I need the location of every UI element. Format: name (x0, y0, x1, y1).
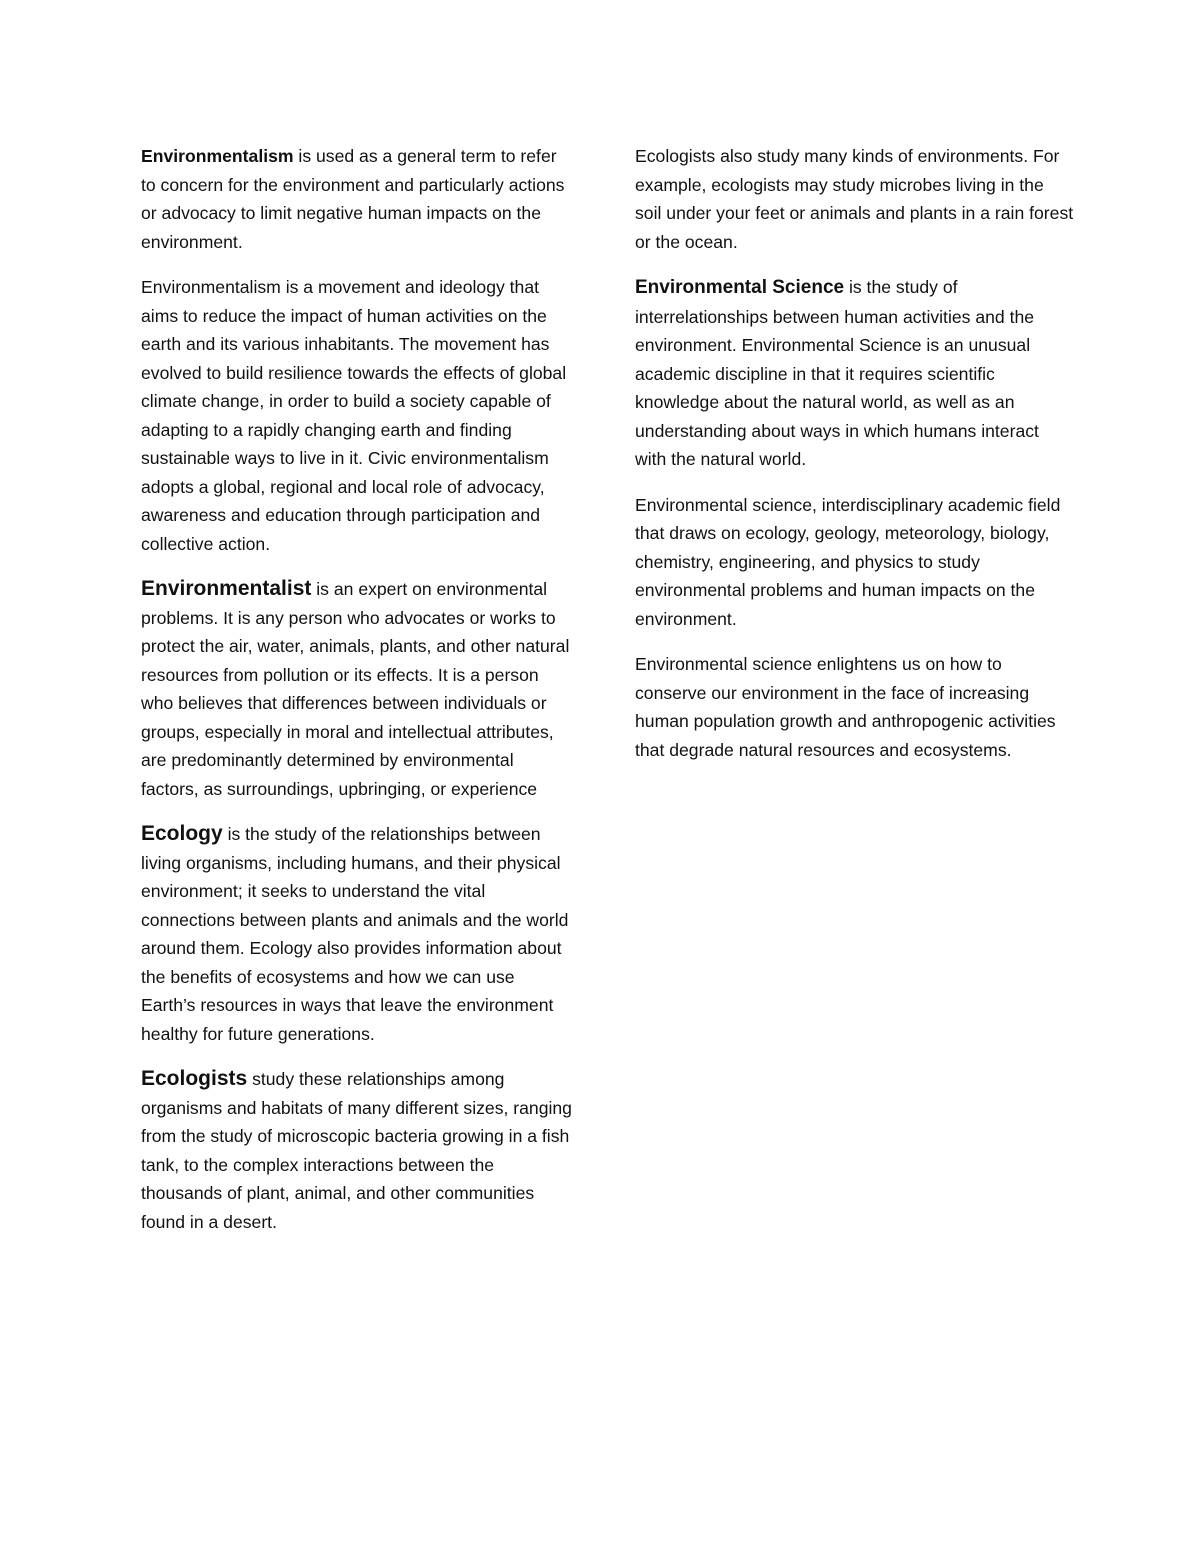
paragraph-environmental-science (635, 273, 1075, 474)
paragraph-environmental-science-enlightens (635, 650, 1075, 764)
term-environmentalist: Environmentalist (141, 577, 312, 600)
paragraph-text: is used as a general term to refer to concern for the environment and particularly actions or advocacy to limit negative human impacts on the environment. (141, 146, 565, 252)
term-environmentalism: Environmentalism (141, 146, 294, 166)
left-column (141, 142, 573, 1253)
paragraph-text: is the study of the relationships between living organisms, including humans, and their physical environment; it seeks to understand the vital connections between plants and animals and the world around them. Ecology also provides information about the benefits of ecosystems and how we can use Earth’s resources in ways that leave the environment healthy for future generations. (141, 824, 569, 1044)
paragraph-text: Ecologists also study many kinds of environments. For example, ecologists may study microbes living in the soil under your feet or animals and plants in a rain forest or the ocean. (635, 146, 1074, 252)
paragraph-environmentalism-movement (141, 273, 573, 558)
paragraph-text: study these relationships among organisms and habitats of many different sizes, ranging from the study of microscopic bacteria growing in a fish tank, to the complex interactions between the thousands of plant, animal, and other communities found in a desert. (141, 1069, 572, 1232)
term-ecologists: Ecologists (141, 1067, 248, 1090)
paragraph-ecologists (141, 1065, 573, 1236)
paragraph-ecologists-environments (635, 142, 1075, 256)
paragraph-text: is an expert on environmental problems. It is any person who advocates or works to protect the air, water, animals, plants, and other natural resources from pollution or its effects. It is a person who believes that differences between individuals or groups, especially in moral and intellectual attributes, are predominantly determined by environmental factors, as surroundings, upbringing, or experience (141, 579, 570, 799)
paragraph-text: Environmental science, interdisciplinary academic field that draws on ecology, geology, meteorology, biology, chemistry, engineering, and physics to study environmental problems and human impacts on the environment. (635, 494, 1061, 629)
paragraph-text: Environmentalism is a movement and ideology that aims to reduce the impact of human activities on the earth and its various inhabitants. The movement has evolved to build resilience towards the effects of global climate change, in order to build a society capable of adapting to a rapidly changing earth and finding sustainable ways to live in it. Civic environmentalism adopts a global, regional and local role of advocacy, awareness and education through participation and collective action. (141, 277, 567, 554)
paragraph-environmentalism-definition (141, 142, 573, 256)
paragraph-text: Environmental science enlightens us on how to conserve our environment in the face of increasing human population growth and anthropogenic activities that degrade natural resources and ecosystems. (635, 654, 1056, 760)
paragraph-environmentalist (141, 575, 573, 803)
paragraph-ecology (141, 820, 573, 1048)
paragraph-environmental-science-field (635, 491, 1075, 634)
term-environmental-science: Environmental Science (635, 277, 845, 298)
paragraph-text: is the study of interrelationships between human activities and the environment. Environmental Science is an unusual academic discipline in that it requires scientific knowledge about the natural world, as well as an understanding about ways in which humans interact with the natural world. (635, 277, 1039, 469)
term-ecology: Ecology (141, 822, 223, 845)
right-column (635, 142, 1075, 781)
